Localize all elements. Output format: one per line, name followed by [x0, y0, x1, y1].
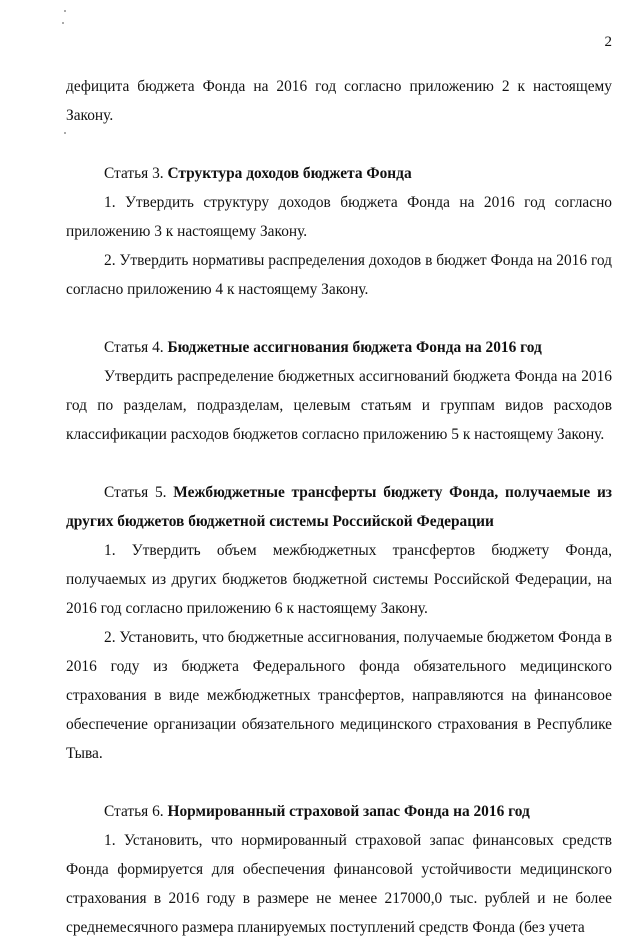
article-heading: [66, 478, 612, 536]
article-paragraph: 1. Утвердить объем межбюджетных трансфертов бюджету Фонда, получаемых из других бюджетов бюджетной системы Российской Федерации, на 2016 год согласно приложению 6 к настоящему Закону.: [66, 542, 612, 617]
article-paragraph: 1. Утвердить структуру доходов бюджета Фонда на 2016 год согласно приложению 3 к настоящему Закону.: [66, 194, 612, 240]
document-body: [66, 72, 612, 942]
article-label: Статья 6.: [104, 803, 164, 820]
article-title: Межбюджетные трансферты бюджету Фонда, получаемые из других бюджетов бюджетной системы Российской Федерации: [66, 484, 612, 530]
article-label: Статья 3.: [104, 165, 164, 182]
article-label: Статья 4.: [104, 339, 164, 356]
article-title: Бюджетные ассигнования бюджета Фонда на 2016 год: [167, 339, 542, 356]
article-heading: [66, 797, 612, 826]
intro-paragraph: дефицита бюджета Фонда на 2016 год согласно приложению 2 к настоящему Закону.: [66, 78, 612, 124]
article-title: Структура доходов бюджета Фонда: [167, 165, 412, 182]
article-heading: [66, 159, 612, 188]
article-paragraph: Утвердить распределение бюджетных ассигнований бюджета Фонда на 2016 год по разделам, подразделам, целевым статьям и группам видов расходов классификации расходов бюджетов согласно приложению 5 к настоящему Закону.: [66, 368, 612, 443]
article-paragraph: 1. Установить, что нормированный страховой запас финансовых средств Фонда формируется для обеспечения финансовой устойчивости медицинского страхования в 2016 году в размере не менее 217000,0 тыс. рублей и не более среднемесячного размера планируемых поступлений средств Фонда (без учета: [66, 832, 612, 936]
article-paragraph: 2. Установить, что бюджетные ассигнования, получаемые бюджетом Фонда в 2016 году из бюджета Федерального фонда обязательного медицинского страхования в виде межбюджетных трансфертов, направляются на финансовое обеспечение организации обязательного медицинского страхования в Республике Тыва.: [66, 629, 612, 762]
scan-mark: [62, 22, 64, 24]
page-number: 2: [604, 34, 612, 50]
article-title: Нормированный страховой запас Фонда на 2016 год: [167, 803, 530, 820]
scan-mark: [64, 10, 66, 12]
article-heading: [66, 333, 612, 362]
article-paragraph: 2. Утвердить нормативы распределения доходов в бюджет Фонда на 2016 год согласно приложению 4 к настоящему Закону.: [66, 252, 612, 298]
article-label: Статья 5.: [104, 484, 167, 501]
